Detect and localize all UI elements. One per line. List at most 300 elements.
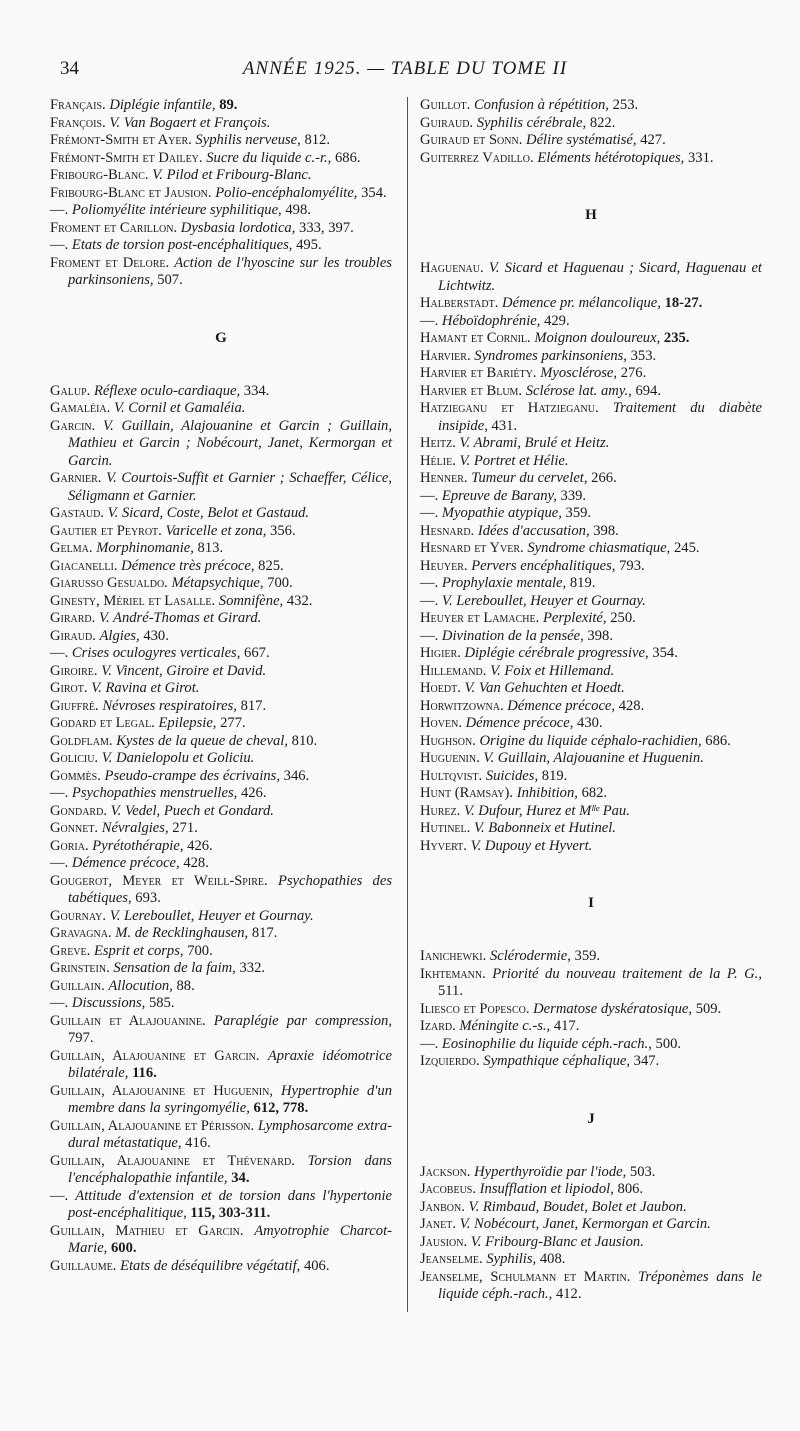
entry-page-ref: 806. xyxy=(617,1181,644,1197)
entry-title: V. Foix et Hillemand. xyxy=(490,662,615,679)
entry-title: Idées d'accusation, xyxy=(477,522,590,539)
entry-title: V. Fribourg-Blanc et Jausion. xyxy=(470,1233,644,1250)
entry-page-ref-bold: 18-27. xyxy=(664,295,703,311)
index-entry xyxy=(420,785,762,803)
entry-author: Ginesty, Mériel et Lasalle. xyxy=(50,592,216,609)
entry-page-ref: 398. xyxy=(587,627,613,644)
entry-author: —. xyxy=(420,487,439,504)
entry-author: Ikhtemann. xyxy=(420,965,486,982)
index-entry xyxy=(420,1216,762,1234)
index-entry xyxy=(420,453,762,471)
entry-author: Horwitzowna. xyxy=(420,697,504,714)
entry-title: Priorité du nouveau traitement de la P. G., xyxy=(492,965,762,982)
entry-title: Hyperthyroïdie par l'iode, xyxy=(474,1163,627,1180)
entry-author: Izquierdo. xyxy=(420,1053,480,1069)
entry-page-ref: 428. xyxy=(618,697,645,714)
entry-page-ref: 347. xyxy=(633,1053,660,1069)
index-entry xyxy=(420,628,762,646)
entry-title: Méningite c.-s., xyxy=(459,1018,551,1034)
entry-title: Sympathique céphalique, xyxy=(483,1053,630,1069)
entry-page-ref: 354. xyxy=(361,184,387,201)
index-entry xyxy=(50,698,392,716)
left-column xyxy=(50,97,392,1275)
index-entry xyxy=(50,470,392,505)
entry-title: Apraxie idéomotrice bilatérale, xyxy=(68,1047,392,1081)
entry-title: Prophylaxie mentale, xyxy=(441,575,567,591)
entry-author: François. xyxy=(50,114,106,131)
entry-author: Girot. xyxy=(50,680,88,696)
entry-title: Pyrétothérapie, xyxy=(92,837,184,854)
entry-page-ref-bold: 115, 303-311. xyxy=(190,1205,271,1221)
entry-author: Guillain, Alajouanine et Thévenard. xyxy=(50,1152,295,1169)
entry-author: Gamaléia. xyxy=(50,400,111,416)
entry-page-ref-bold: 612, 778. xyxy=(253,1100,309,1116)
entry-page-ref: 495. xyxy=(296,237,322,253)
entry-author: Jeanselme. xyxy=(420,1251,483,1267)
index-entry xyxy=(420,593,762,611)
entry-title: Insufflation et lipiodol, xyxy=(479,1181,614,1197)
entry-title: V. Sicard, Coste, Belot et Gastaud. xyxy=(107,505,310,521)
entry-page-ref: 812. xyxy=(304,132,330,148)
entry-page-ref: 398. xyxy=(593,522,619,539)
entry-author: Heuyer et Lamache. xyxy=(420,610,540,626)
index-entry xyxy=(420,1001,762,1019)
entry-author: Hillemand. xyxy=(420,662,487,679)
entry-author: Harvier et Blum. xyxy=(420,382,523,399)
entry-page-ref: 432. xyxy=(286,592,313,609)
entry-title: Paraplégie par compression, xyxy=(213,1012,392,1029)
entry-author: Giacanelli. xyxy=(50,557,118,574)
entry-page-ref: 700. xyxy=(187,942,213,959)
entry-title: Myopathie atypique, xyxy=(441,505,562,521)
index-entry xyxy=(420,645,762,663)
entry-page-ref: 417. xyxy=(553,1018,580,1034)
index-entry xyxy=(50,715,392,733)
entry-author: Harvier et Bariéty. xyxy=(420,365,537,381)
entry-title: Sclérodermie, xyxy=(489,948,571,964)
index-entry xyxy=(420,1018,762,1036)
index-entry xyxy=(50,167,392,185)
entry-title: Délire systématisé, xyxy=(526,132,637,148)
entry-author: Goria. xyxy=(50,837,89,854)
entry-page-ref: 331. xyxy=(687,149,714,166)
index-entry xyxy=(50,680,392,698)
entry-page-ref: 700. xyxy=(267,575,293,591)
entry-title: V. Lereboullet, Heuyer et Gournay. xyxy=(441,592,646,609)
entry-author: Giuffré. xyxy=(50,697,99,714)
index-entry xyxy=(50,237,392,255)
entry-title: Syndromes parkinsoniens, xyxy=(474,347,627,364)
entry-author: Guillain. xyxy=(50,977,105,994)
index-entry xyxy=(420,348,762,366)
entry-page-ref: 428. xyxy=(183,855,209,871)
entry-page-ref: 408. xyxy=(539,1251,566,1267)
entry-page-ref: 498. xyxy=(285,202,311,218)
index-entry xyxy=(50,255,392,290)
entry-page-ref: 810. xyxy=(291,732,318,749)
entry-author: Guillain, Alajouanine et Garcin. xyxy=(50,1047,260,1064)
entry-page-ref: 332. xyxy=(239,960,266,976)
entry-title: V. Ravina et Girot. xyxy=(91,680,200,696)
entry-page-ref: 271. xyxy=(172,820,198,836)
index-entry xyxy=(420,663,762,681)
entry-author: Hultqvist. xyxy=(420,767,483,784)
entry-author: Goldflam. xyxy=(50,732,113,749)
entry-page-ref: 507. xyxy=(157,272,183,288)
entry-page-ref-bold: 235. xyxy=(663,330,690,346)
entry-page-ref: 245. xyxy=(673,540,700,556)
index-entry xyxy=(50,97,392,115)
entry-title: V. Rimbaud, Boudet, Bolet et Jaubon. xyxy=(468,1198,687,1215)
entry-title: Allocution, xyxy=(108,977,173,994)
index-entry xyxy=(50,873,392,908)
entry-author: Harvier. xyxy=(420,347,471,364)
entry-title: Perplexité, xyxy=(542,610,607,626)
index-entry xyxy=(420,470,762,488)
entry-author: Girard. xyxy=(50,610,96,626)
entry-title: Syphilis nerveuse, xyxy=(195,132,301,148)
index-entry xyxy=(50,558,392,576)
entry-title: Epilepsie, xyxy=(158,715,217,731)
entry-page-ref: 693. xyxy=(135,890,161,906)
index-entry xyxy=(50,1223,392,1258)
entry-page-ref: 682. xyxy=(581,785,608,801)
entry-page-ref: 253. xyxy=(612,97,639,113)
entry-title: Démence très précoce, xyxy=(121,557,255,574)
index-entry xyxy=(50,838,392,856)
index-entry xyxy=(420,400,762,435)
entry-page-ref: 359. xyxy=(565,505,592,521)
entry-title: Démence précoce, xyxy=(71,855,180,871)
index-entry xyxy=(420,1269,762,1304)
entry-title: Hypertrophie d'un membre dans la syringomyélie, xyxy=(68,1082,393,1116)
entry-author: Giarusso Gesualdo. xyxy=(50,575,168,591)
entry-title: Morphinomanie, xyxy=(96,540,194,556)
entry-author: Jausion. xyxy=(420,1233,468,1250)
entry-page-ref: 406. xyxy=(303,1257,330,1274)
entry-author: Hughson. xyxy=(420,732,476,749)
index-entry xyxy=(50,733,392,751)
entry-author: Guiterrez Vadillo. xyxy=(420,149,534,166)
entry-title: Démence pr. mélancolique, xyxy=(502,295,661,311)
entry-author: Français. xyxy=(50,97,106,113)
index-entry xyxy=(420,1053,762,1071)
entry-title: V. Nobécourt, Janet, Kermorgan et Garcin. xyxy=(459,1216,711,1232)
entry-author: Guillot. xyxy=(420,97,471,113)
entry-author: Ianichewki. xyxy=(420,948,487,964)
index-entry xyxy=(50,575,392,593)
entry-title: Héboïdophrénie, xyxy=(441,312,541,329)
entry-title: V. Vedel, Puech et Gondard. xyxy=(110,802,274,819)
entry-page-ref: 431. xyxy=(491,417,518,434)
section-letter: J xyxy=(587,1110,595,1127)
entry-title: Varicelle et zona, xyxy=(165,522,267,539)
index-entry xyxy=(50,150,392,168)
entry-page-ref-bold: 34. xyxy=(231,1170,250,1186)
entry-author: Grinstein. xyxy=(50,960,110,976)
entry-page-ref: 429. xyxy=(544,312,570,329)
index-entry xyxy=(420,1181,762,1199)
entry-title: Algies, xyxy=(99,627,140,644)
index-entry xyxy=(420,966,762,1001)
entry-author: Hutinel. xyxy=(420,820,471,836)
entry-page-ref-bold: 600. xyxy=(110,1240,137,1256)
index-entry xyxy=(50,202,392,220)
entry-title: Sensation de la faim, xyxy=(113,960,236,976)
entry-title: Psychopathies menstruelles, xyxy=(71,785,238,801)
index-entry xyxy=(50,1118,392,1153)
index-entry xyxy=(420,295,762,313)
entry-author: Jackson. xyxy=(420,1163,471,1180)
entry-author: Guiraud et Sonn. xyxy=(420,132,523,148)
entry-page-ref: 88. xyxy=(176,977,195,994)
index-entry xyxy=(50,785,392,803)
entry-author: Froment et Delore. xyxy=(50,254,170,271)
index-entry xyxy=(420,575,762,593)
entry-author: Giraud. xyxy=(50,627,96,644)
entry-title: Psychopathies des tabétiques, xyxy=(68,872,393,906)
index-entry xyxy=(50,1258,392,1276)
index-entry xyxy=(420,610,762,628)
index-entry xyxy=(50,925,392,943)
entry-author: —. xyxy=(50,237,69,253)
index-entry xyxy=(420,1036,762,1054)
entry-author: Gommès. xyxy=(50,767,101,784)
entry-title: Sclérose lat. amy., xyxy=(525,382,632,399)
right-column xyxy=(420,97,762,1304)
index-entry xyxy=(420,540,762,558)
entry-title: M. de Recklinghausen, xyxy=(115,925,249,941)
entry-title: Métapsychique, xyxy=(171,575,264,591)
section-letter: I xyxy=(588,895,594,911)
entry-page-ref: 694. xyxy=(635,382,661,399)
index-entry xyxy=(420,1164,762,1182)
entry-page-ref: 503. xyxy=(629,1163,656,1180)
entry-page-ref: 509. xyxy=(695,1000,722,1017)
index-entry xyxy=(50,855,392,873)
entry-page-ref-bold: 116. xyxy=(132,1065,157,1081)
page-number: 34 xyxy=(60,58,79,79)
entry-author: Giroire. xyxy=(50,662,98,679)
entry-page-ref-bold: 89. xyxy=(219,97,238,113)
entry-title: V. Vincent, Giroire et David. xyxy=(101,662,267,679)
entry-author: Hesnard et Yver. xyxy=(420,540,524,556)
index-entry xyxy=(420,505,762,523)
index-entry xyxy=(420,715,762,733)
entry-title: Attitude d'extension et de torsion dans l'hypertonie post-encéphalitique, xyxy=(68,1187,392,1221)
entry-title: Eosinophilie du liquide céph.-rach., xyxy=(441,1035,652,1052)
entry-page-ref: 430. xyxy=(577,715,603,731)
entry-author: —. xyxy=(50,995,69,1011)
index-entry xyxy=(420,313,762,331)
entry-title: V. Courtois-Suffit et Garnier ; Schaeffer, Célice, Séligmann et Garnier. xyxy=(68,470,392,504)
entry-title: Dermatose dyskératosique, xyxy=(533,1000,693,1017)
index-entry xyxy=(420,733,762,751)
entry-title: Inhibition, xyxy=(516,785,578,801)
entry-author: Janet. xyxy=(420,1216,456,1232)
entry-author: —. xyxy=(50,645,69,661)
entry-page-ref: 356. xyxy=(270,522,296,539)
entry-author: Froment et Carillon. xyxy=(50,219,178,236)
entry-title: Crises oculogyres verticales, xyxy=(71,645,241,661)
entry-title: Polio-encéphalomyélite, xyxy=(215,184,358,201)
entry-page-ref: 412. xyxy=(555,1286,582,1302)
entry-title: Discussions, xyxy=(71,995,146,1011)
index-entry xyxy=(50,995,392,1013)
index-entry xyxy=(50,943,392,961)
index-entry xyxy=(50,383,392,401)
entry-title: V. Cornil et Gamaléia. xyxy=(113,400,246,416)
entry-author: Guillain, Alajouanine et Périsson. xyxy=(50,1117,255,1134)
index-entry xyxy=(50,1083,392,1118)
entry-author: Gravagna. xyxy=(50,925,112,941)
entry-title: Pervers encéphalitiques, xyxy=(471,557,616,574)
index-entry xyxy=(420,750,762,768)
index-entry xyxy=(50,132,392,150)
index-entry xyxy=(420,330,762,348)
index-entry xyxy=(420,680,762,698)
entry-title: Eléments hétérotopiques, xyxy=(537,149,685,166)
entry-author: Henner. xyxy=(420,470,468,486)
entry-page-ref: 430. xyxy=(143,627,169,644)
entry-page-ref: 416. xyxy=(185,1135,211,1151)
entry-page-ref: 426. xyxy=(240,785,267,801)
index-entry xyxy=(50,908,392,926)
entry-author: Haguenau. xyxy=(420,260,484,276)
entry-title: V. Van Gehuchten et Hoedt. xyxy=(464,680,625,696)
index-entry xyxy=(50,1048,392,1083)
entry-title: Poliomyélite intérieure syphilitique, xyxy=(71,202,282,218)
entry-page-ref: 686. xyxy=(705,732,731,749)
entry-title: V. Abrami, Brulé et Heitz. xyxy=(459,435,610,451)
entry-author: Higier. xyxy=(420,645,461,661)
entry-page-ref: 797. xyxy=(68,1030,94,1046)
entry-title: Tréponèmes dans le liquide céph.-rach., xyxy=(438,1268,762,1302)
entry-title: Confusion à répétition, xyxy=(473,97,609,113)
entry-author: Hurez. xyxy=(420,802,461,819)
entry-page-ref: 276. xyxy=(620,365,647,381)
entry-author: —. xyxy=(420,575,439,591)
entry-author: Frémont-Smith et Ayer. xyxy=(50,132,192,148)
entry-page-ref: 822. xyxy=(589,114,616,131)
entry-title: V. André-Thomas et Girard. xyxy=(98,610,262,626)
index-entry xyxy=(50,960,392,978)
index-entry xyxy=(420,115,762,133)
entry-title: V. Lereboullet, Heuyer et Gournay. xyxy=(109,907,314,924)
entry-page-ref: 686. xyxy=(334,149,361,166)
entry-author: —. xyxy=(420,312,439,329)
index-entry xyxy=(50,978,392,996)
entry-title: Esprit et corps, xyxy=(93,942,184,959)
entry-title: Etats de torsion post-encéphalitiques, xyxy=(71,237,293,253)
entry-title: Névroses respiratoires, xyxy=(102,697,237,714)
entry-page-ref: 819. xyxy=(541,767,568,784)
entry-author: Guillain, Mathieu et Garcin. xyxy=(50,1222,244,1239)
entry-title: Etats de déséquilibre végétatif, xyxy=(120,1257,301,1274)
entry-author: Janbon. xyxy=(420,1198,465,1215)
entry-title: V. Dufour, Hurez et Mˡˡᵉ Pau. xyxy=(463,802,630,819)
index-entry xyxy=(50,1188,392,1223)
entry-title: Traitement du diabète insipide, xyxy=(438,400,762,434)
section-letter: G xyxy=(215,329,227,346)
entry-author: —. xyxy=(420,1035,439,1052)
entry-title: Diplégie infantile, xyxy=(109,97,216,113)
index-entry xyxy=(50,400,392,418)
entry-title: Névralgies, xyxy=(101,820,169,836)
entry-title: Démence précoce, xyxy=(507,697,616,714)
entry-author: Hatzieganu et Hatzieganu. xyxy=(420,400,599,416)
entry-author: Gautier et Peyrot. xyxy=(50,522,162,539)
entry-title: V. Babonneix et Hutinel. xyxy=(473,820,616,836)
entry-author: Gonnet. xyxy=(50,820,99,836)
entry-author: Jacobeus. xyxy=(420,1181,477,1197)
index-entry xyxy=(50,593,392,611)
entry-title: V. Pilod et Fribourg-Blanc. xyxy=(152,167,312,183)
entry-page-ref: 817. xyxy=(251,925,278,941)
index-entry xyxy=(50,185,392,203)
entry-title: Origine du liquide céphalo-rachidien, xyxy=(479,732,702,749)
entry-page-ref: 354. xyxy=(652,645,678,661)
page-header xyxy=(50,58,760,86)
index-entry xyxy=(420,132,762,150)
index-entry xyxy=(50,540,392,558)
entry-author: —. xyxy=(420,627,439,644)
entry-author: —. xyxy=(50,202,69,218)
entry-title: Syphilis, xyxy=(486,1251,537,1267)
entry-title: Syphilis cérébrale, xyxy=(476,114,587,131)
entry-author: Frémont-Smith et Dailey. xyxy=(50,149,203,166)
entry-title: Pseudo-crampe des écrivains, xyxy=(104,767,281,784)
entry-author: Fribourg-Blanc. xyxy=(50,167,149,183)
index-entry xyxy=(50,803,392,821)
entry-title: V. Sicard et Haguenau ; Sicard, Haguenau et Lichtwitz. xyxy=(438,260,762,294)
entry-author: Heuyer. xyxy=(420,557,468,574)
entry-title: Amyotrophie Charcot-Marie, xyxy=(68,1222,392,1256)
entry-title: Action de l'hyoscine sur les troubles parkinsoniens, xyxy=(68,254,392,288)
entry-author: Galup. xyxy=(50,382,91,399)
index-entry xyxy=(420,948,762,966)
entry-title: Divination de la pensée, xyxy=(441,627,584,644)
index-entry xyxy=(50,645,392,663)
entry-author: Greve. xyxy=(50,942,91,959)
entry-author: Gondard. xyxy=(50,802,107,819)
entry-title: Réflexe oculo-cardiaque, xyxy=(93,382,241,399)
entry-title: V. Guillain, Alajouanine et Huguenin. xyxy=(483,750,704,766)
index-entry xyxy=(420,260,762,295)
entry-author: Izard. xyxy=(420,1018,456,1034)
entry-title: Moignon douloureux, xyxy=(534,330,661,346)
index-entry xyxy=(50,768,392,786)
entry-author: Gelma. xyxy=(50,540,93,556)
entry-title: Dysbasia lordotica, xyxy=(180,219,296,236)
entry-author: Iliesco et Popesco. xyxy=(420,1000,530,1017)
entry-author: Guillaume. xyxy=(50,1257,117,1274)
entry-author: Guiraud. xyxy=(420,114,474,131)
index-entry xyxy=(420,558,762,576)
entry-title: Démence précoce, xyxy=(465,715,574,731)
entry-title: V. Portret et Hélie. xyxy=(459,452,569,469)
index-entry xyxy=(50,628,392,646)
entry-page-ref: 793. xyxy=(619,557,645,574)
index-entry xyxy=(420,820,762,838)
index-entry xyxy=(420,1199,762,1217)
entry-author: Hoven. xyxy=(420,715,462,731)
entry-page-ref: 500. xyxy=(655,1035,682,1052)
column-divider xyxy=(407,97,408,1312)
index-entry xyxy=(420,97,762,115)
entry-author: Gastaud. xyxy=(50,505,104,521)
entry-title: Tumeur du cervelet, xyxy=(471,470,588,486)
